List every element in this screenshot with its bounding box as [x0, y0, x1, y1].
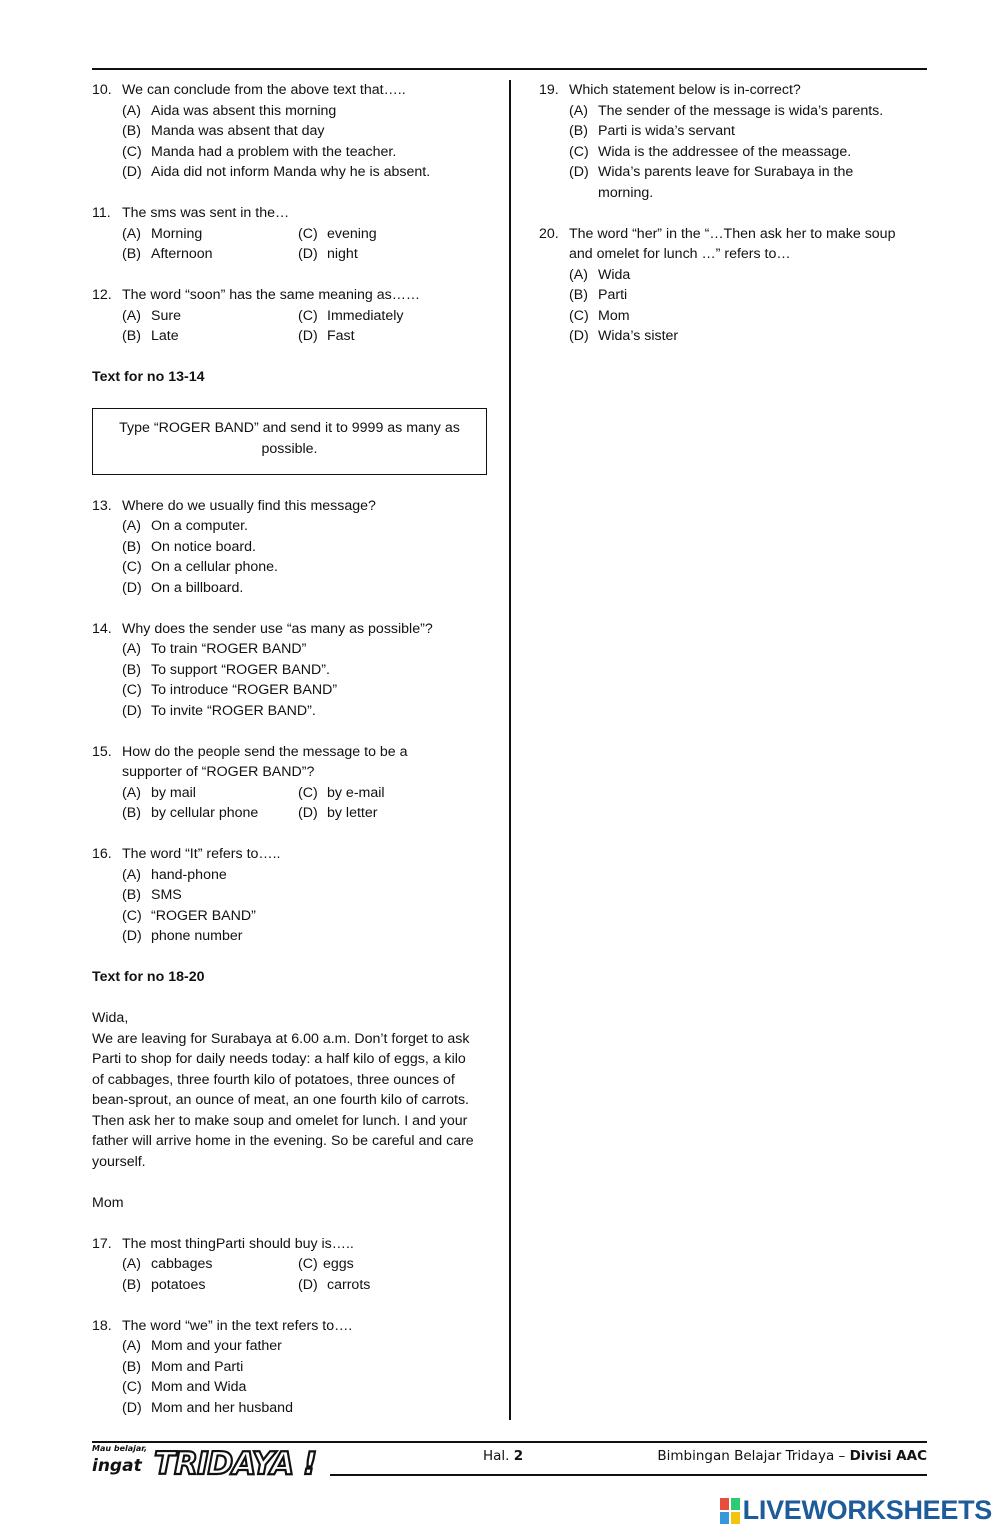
question-14: 14. Why does the sender use “as many as possible”? (A) To train “ROGER BAND” (B) To support “ROGER BAND”. (C) To introduce “ROGER BAND” (D) To invite “ROGER BAND”.	[92, 619, 487, 722]
logo-wordmark: TRIDAYA !	[154, 1446, 317, 1480]
reading-letter	[92, 1008, 487, 1213]
option-b[interactable]: (B) Parti is wida’s servant	[569, 123, 735, 139]
option-c[interactable]: (C) To introduce “ROGER BAND”	[122, 682, 338, 698]
option-b[interactable]: (B) by cellular phone	[122, 805, 259, 821]
option-d[interactable]: (D) To invite “ROGER BAND”.	[122, 702, 316, 719]
option-c[interactable]: (C) Mom and Wida	[122, 1379, 247, 1395]
section-heading-13-14: Text for no 13-14	[92, 369, 205, 385]
question-stem: Why does the sender use “as many as possible”?	[122, 620, 433, 637]
question-stem: Where do we usually find this message?	[122, 497, 376, 514]
option-d[interactable]: (D) Fast	[298, 328, 355, 344]
question-19: 19. Which statement below is in-correct? (A) The sender of the message is wida’s parents. (B) Parti is wida’s servant (C) Wida is the addressee of the meassage. (D) Wida’s parents leave for Surabaya in the morning.	[539, 80, 929, 203]
section-heading-18-20: Text for no 18-20	[92, 969, 205, 985]
option-a[interactable]: (A) by mail	[122, 784, 196, 801]
liveworksheets-text: LIVEWORKSHEETS	[742, 1495, 992, 1525]
column-divider	[509, 80, 511, 1420]
option-c[interactable]: (C) Wida is the addressee of the meassage.	[569, 143, 852, 160]
option-b[interactable]: (B) On notice board.	[122, 538, 256, 555]
option-d[interactable]: (D) phone number	[122, 928, 243, 944]
question-16: 16. The word “It” refers to….. (A) hand-phone (B) SMS (C) “ROGER BAND” (D) phone number	[92, 844, 487, 947]
liveworksheets-icon	[720, 1498, 740, 1524]
option-b[interactable]: (B) Afternoon	[122, 246, 213, 262]
option-b[interactable]: (B) Manda was absent that day	[122, 123, 325, 139]
liveworksheets-watermark[interactable]	[720, 1495, 992, 1526]
option-a[interactable]: (A) Mom and your father	[122, 1338, 282, 1354]
left-column	[92, 80, 487, 1439]
question-stem: The word “soon” has the same meaning as……	[122, 287, 421, 303]
option-a[interactable]: (A) Wida	[569, 266, 631, 283]
option-a[interactable]: (A) Sure	[122, 307, 181, 324]
letter-signature: Mom	[92, 1194, 124, 1211]
question-15: 15. How do the people send the message to be a supporter of “ROGER BAND”? (A) by mail (C) by e-mail (B) by cellular phone (D) by letter	[92, 742, 487, 824]
question-10: 10. We can conclude from the above text that….. (A) Aida was absent this morning (B) Manda was absent that day (C) Manda had a problem with the teacher. (D) Aida did not inform Manda why he is absent.	[92, 80, 487, 183]
option-b[interactable]: (B) To support “ROGER BAND”.	[122, 661, 330, 678]
question-11: 11. The sms was sent in the… (A) Morning (C) evening (B) Afternoon (D) night	[92, 203, 487, 265]
option-b[interactable]: (B) potatoes	[122, 1276, 206, 1293]
question-stem: The word “It” refers to…..	[122, 846, 281, 862]
question-stem: We can conclude from the above text that…..	[122, 82, 406, 98]
option-b[interactable]: (B) Parti	[569, 287, 628, 303]
top-rule	[92, 68, 927, 70]
logo-tagline: Mau belajar,	[92, 1444, 148, 1453]
option-a[interactable]: (A) The sender of the message is wida’s parents.	[569, 102, 884, 119]
option-a[interactable]: (A) Morning	[122, 225, 203, 242]
question-18: 18. The word “we” in the text refers to…. (A) Mom and your father (B) Mom and Parti (C) Mom and Wida (D) Mom and her husband	[92, 1316, 487, 1419]
option-c[interactable]: (C) by e-mail	[298, 784, 385, 801]
right-column	[539, 80, 929, 367]
message-box: Type “ROGER BAND” and send it to 9999 as many as possible.	[92, 408, 487, 475]
option-b[interactable]: (B) Mom and Parti	[122, 1358, 244, 1375]
option-a[interactable]: (A) hand-phone	[122, 866, 227, 883]
question-stem: The word “we” in the text refers to….	[122, 1317, 353, 1334]
option-c[interactable]: (C) Immediately	[298, 307, 404, 324]
question-stem: The most thingParti should buy is…..	[122, 1235, 354, 1252]
option-d[interactable]: (D) On a billboard.	[122, 579, 244, 596]
option-c[interactable]: (C) Mom	[569, 307, 630, 324]
footer-caption: Bimbingan Belajar Tridaya – Divisi AAC	[657, 1448, 927, 1464]
option-c[interactable]: (C) On a cellular phone.	[122, 559, 278, 575]
question-stem: How do the people send the message to be a supporter of “ROGER BAND”?	[122, 743, 408, 780]
option-d[interactable]: (D) by letter	[298, 805, 378, 821]
tridaya-logo	[90, 1440, 335, 1480]
option-b[interactable]: (B) Late	[122, 328, 179, 344]
option-c[interactable]: (C) “ROGER BAND”	[122, 907, 256, 924]
question-17: 17. The most thingParti should buy is….. (A) cabbages (C) eggs (B) potatoes (D) carrots	[92, 1234, 487, 1296]
option-c[interactable]: (C) Manda had a problem with the teacher.	[122, 143, 397, 160]
footer-rule-bottom	[330, 1474, 927, 1476]
option-d[interactable]: (D) Wida’s parents leave for Surabaya in the morning.	[569, 164, 854, 201]
option-c[interactable]: (C) evening	[298, 225, 377, 242]
question-stem: Which statement below is in-correct?	[569, 82, 801, 98]
option-b[interactable]: (B) SMS	[122, 887, 182, 903]
option-d[interactable]: (D) Wida’s sister	[569, 328, 679, 344]
option-a[interactable]: (A) Aida was absent this morning	[122, 102, 337, 119]
page-number: Hal. 2	[483, 1448, 524, 1464]
option-d[interactable]: (D) Mom and her husband	[122, 1399, 293, 1416]
option-d[interactable]: (D) carrots	[298, 1276, 371, 1293]
option-a[interactable]: (A) To train “ROGER BAND”	[122, 641, 307, 657]
letter-greeting: Wida,	[92, 1010, 129, 1026]
option-d[interactable]: (D) night	[298, 246, 358, 262]
option-a[interactable]: (A) cabbages	[122, 1256, 213, 1272]
question-13: 13. Where do we usually find this message? (A) On a computer. (B) On notice board. (C) On a cellular phone. (D) On a billboard.	[92, 496, 487, 599]
option-a[interactable]: (A) On a computer.	[122, 518, 248, 534]
question-20: 20. The word “her” in the “…Then ask her to make soup and omelet for lunch …” refers to… (A) Wida (B) Parti (C) Mom (D) Wida’s sister	[539, 224, 929, 347]
question-stem: The word “her” in the “…Then ask her to make soup and omelet for lunch …” refers to…	[569, 225, 896, 262]
option-d[interactable]: (D) Aida did not inform Manda why he is absent.	[122, 164, 431, 180]
letter-body: We are leaving for Surabaya at 6.00 a.m. Don’t forget to ask Parti to shop for daily needs today: a half kilo of eggs, a kilo of cabbages, three fourth kilo of potatoes, three ounces of bean-sprout, an ounce of meat, an one fourth kilo of carrots. Then ask her to make soup and omelet for lunch. I and your father will arrive home in the evening. So be careful and care yourself.	[92, 1030, 474, 1170]
option-c[interactable]: (C) eggs	[298, 1256, 354, 1272]
logo-ingat: ingat	[92, 1456, 142, 1476]
question-stem: The sms was sent in the…	[122, 205, 290, 221]
question-12: 12. The word “soon” has the same meaning as…… (A) Sure (C) Immediately (B) Late (D) Fast	[92, 285, 487, 347]
